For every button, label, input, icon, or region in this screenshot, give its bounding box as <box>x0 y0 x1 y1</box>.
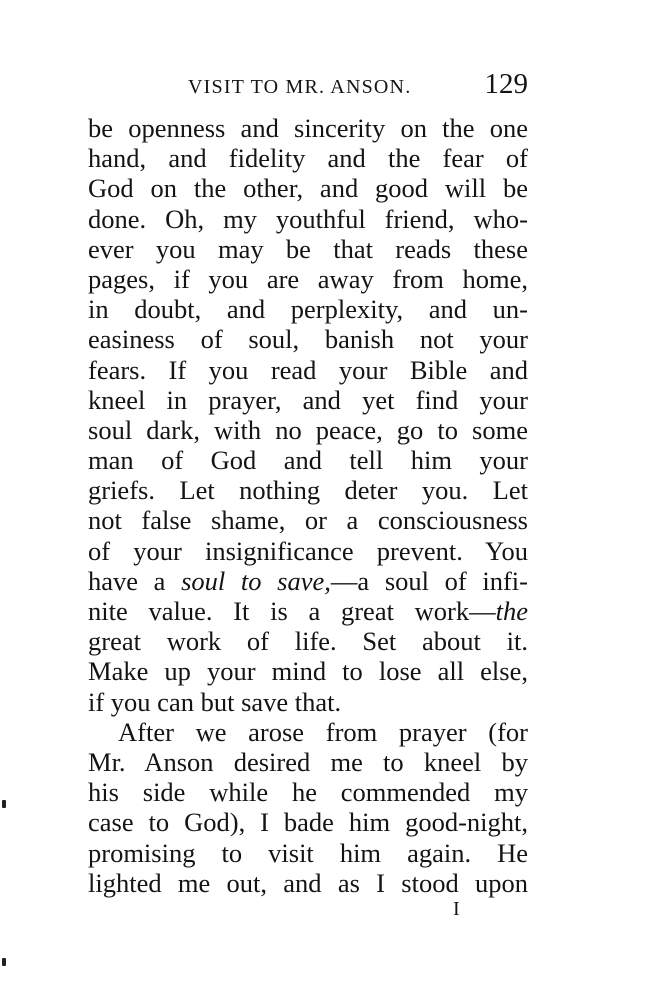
text-line: lighted me out, and as I stood upon <box>88 867 528 898</box>
text-line-italic: nite value. It is a great work—the <box>88 596 528 626</box>
text-line: fears. If you read your Bible and <box>88 354 528 385</box>
body-text <box>88 113 528 898</box>
paragraph-start-line: After we arose from prayer (for <box>118 716 528 747</box>
text-line-italic: have a soul to save,—a soul of infi- <box>88 565 528 596</box>
text-line: man of God and tell him your <box>88 445 528 476</box>
text-line: hand, and fidelity and the fear of <box>88 143 528 174</box>
text-line: kneel in prayer, and yet find your <box>88 384 528 415</box>
text-line: griefs. Let nothing deter you. Let <box>88 475 528 506</box>
text-line: God on the other, and good will be <box>88 173 528 204</box>
text-line: be openness and sincerity on the one <box>88 113 528 143</box>
text-line: great work of life. Set about it. <box>88 626 528 657</box>
text-line: of your insignificance prevent. You <box>88 535 528 566</box>
text-line: Make up your mind to lose all else, <box>88 656 528 687</box>
paragraph-end-line: if you can but save that. <box>88 686 342 717</box>
signature-mark: I <box>453 898 460 920</box>
text-line: soul dark, with no peace, go to some <box>88 414 528 445</box>
text-line: case to God), I bade him good-night, <box>88 807 528 838</box>
text-line: done. Oh, my youthful friend, who- <box>88 203 528 234</box>
running-title: VISIT TO MR. ANSON. <box>188 76 412 98</box>
emphasis: soul to save, <box>181 565 331 596</box>
text-line: Mr. Anson desired me to kneel by <box>88 746 528 777</box>
page-number: 129 <box>484 68 528 100</box>
text-line: easiness of soul, banish not your <box>88 324 528 355</box>
text-line: promising to visit him again. He <box>88 837 528 868</box>
running-head <box>88 68 528 104</box>
margin-speck <box>2 958 6 966</box>
text-line: pages, if you are away from home, <box>88 263 528 294</box>
text-line: in doubt, and perplexity, and un- <box>88 294 528 325</box>
text-line: not false shame, or a consciousness <box>88 505 528 536</box>
text-line: ever you may be that reads these <box>88 233 528 264</box>
emphasis: the <box>495 596 528 626</box>
margin-speck <box>2 800 6 808</box>
text-line: his side while he commended my <box>88 777 528 808</box>
